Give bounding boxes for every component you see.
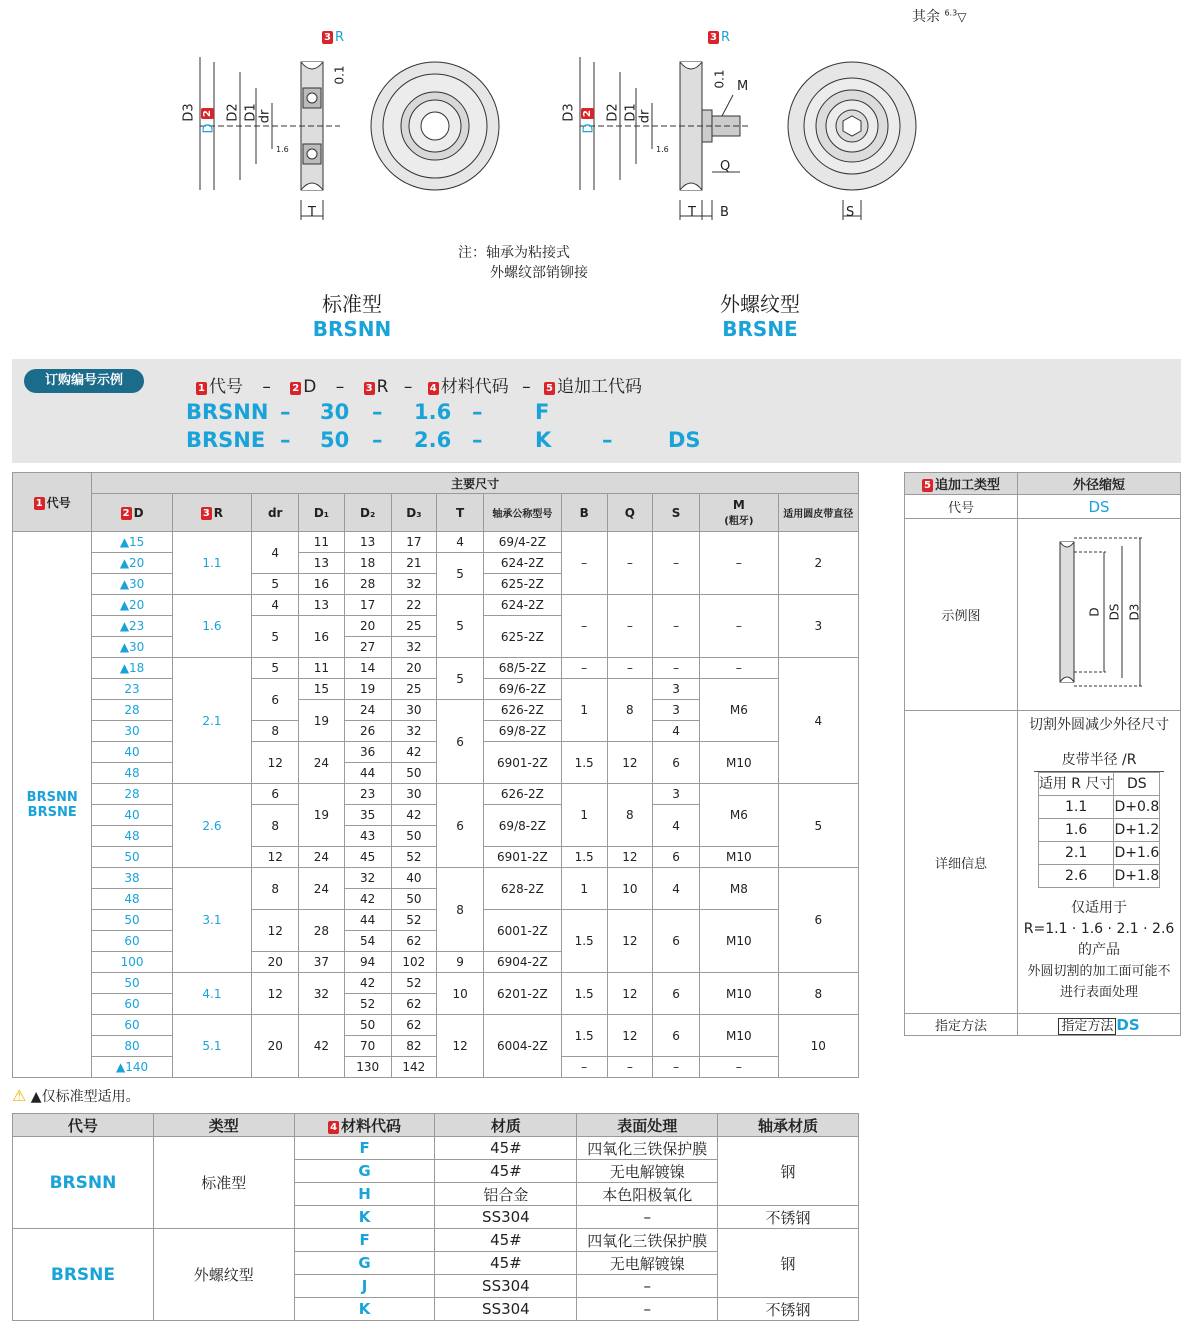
table-row: ▲18 2.1 5 11 14 20 5 68/5-2Z – – – – 4 bbox=[13, 658, 859, 679]
d-header: 2 D bbox=[92, 494, 172, 532]
table-row: 40 8 35 42 69/8-2Z 4 bbox=[13, 805, 859, 826]
table-row: ▲20 1.6 4 13 17 22 5 624-2Z – – – – 3 bbox=[13, 595, 859, 616]
table-row: G 45# 无电解镀镍 bbox=[13, 1252, 859, 1275]
bearing-header: 轴承公称型号 bbox=[484, 494, 561, 532]
table-row: 48 43 50 bbox=[13, 826, 859, 847]
table-row: 38 3.1 8 24 32 40 8 628-2Z 1 10 4 M8 6 bbox=[13, 868, 859, 889]
dim-dr: dr bbox=[637, 109, 653, 124]
warning-note bbox=[12, 1086, 140, 1106]
table-row: ▲23 5 16 20 25 625-2Z bbox=[13, 616, 859, 637]
mat-h-code: 代号 bbox=[13, 1114, 154, 1137]
table-row: 60 54 62 bbox=[13, 931, 859, 952]
code-cell: BRSNN BRSNE bbox=[13, 532, 92, 1078]
main-dim-header: 主要尺寸 bbox=[92, 473, 859, 494]
dim-d: D bbox=[201, 123, 217, 134]
technical-drawings bbox=[0, 0, 1200, 240]
d3-header: D₃ bbox=[391, 494, 436, 532]
table-row: K SS304 – 不锈钢 bbox=[13, 1298, 859, 1321]
ds-h2: 外径缩短 bbox=[1018, 473, 1181, 495]
order-example-row-2: BRSNE – 50 – 2.6 – K – DS bbox=[186, 428, 701, 452]
dim-dr: dr bbox=[257, 109, 273, 124]
table-row: BRSNN BRSNE ▲15 1.1 4 11 13 17 4 69/4-2Z – – – – 2 bbox=[13, 532, 859, 553]
table-row: J SS304 – bbox=[13, 1275, 859, 1298]
ds-detail-content: 切割外圆减少外径尺寸 皮带半径 /R 适用 R 尺寸 DS 1.1 D+0.8 1.6 D+1.2 2.1 D+1.6 2.6 D+1.8 仅适用于 R=1.1 · 1.6 · 2.1 · 2.6 的产品 外圆切割的加工面可能不 进行表面处理 bbox=[1018, 711, 1181, 1014]
dim-d3: D3 bbox=[561, 103, 577, 122]
std-name: 标准型 bbox=[322, 292, 382, 316]
ds-example-label: 示例图 bbox=[905, 519, 1018, 711]
table-row: 60 52 62 bbox=[13, 994, 859, 1015]
dim-d3: D3 bbox=[181, 103, 197, 122]
surface-finish-note: 其余 $^{6.3}$▽ bbox=[912, 8, 967, 25]
std-code: BRSNN bbox=[312, 317, 392, 341]
mat-h-surface: 表面处理 bbox=[577, 1114, 718, 1137]
order-header-row: 1 代号 – 2 D – 3 R – 4 材料代码 – 5 追加工代码 bbox=[198, 377, 642, 397]
table-row: 48 42 50 bbox=[13, 889, 859, 910]
ext-code: BRSNE bbox=[722, 317, 798, 341]
table-row: 50 12 24 45 52 6901-2Z 1.5 12 6 M10 bbox=[13, 847, 859, 868]
dim-s: S bbox=[846, 205, 855, 220]
table-row: 28 2.6 6 19 23 30 6 626-2Z 1 8 3 M6 5 bbox=[13, 784, 859, 805]
table-row: 80 70 82 bbox=[13, 1036, 859, 1057]
warning-icon: ⚠ bbox=[12, 1086, 27, 1105]
r-header: 3 R bbox=[172, 494, 251, 532]
table-row: H 铝合金 本色阳极氧化 bbox=[13, 1183, 859, 1206]
t-header: T bbox=[436, 494, 483, 532]
dim-d1: D1 bbox=[623, 103, 639, 122]
ext-front-view bbox=[788, 62, 916, 220]
dim-roughness: 1.6 bbox=[656, 145, 669, 154]
dim-t: T bbox=[308, 205, 316, 220]
dr-header: dr bbox=[252, 494, 299, 532]
d2-header: D₂ bbox=[344, 494, 391, 532]
table-row: 48 44 50 bbox=[13, 763, 859, 784]
material-table bbox=[12, 1113, 859, 1321]
ds-inner-table: 适用 R 尺寸 DS 1.1 D+0.8 1.6 D+1.2 2.1 D+1.6 2.6 D+1.8 bbox=[1038, 772, 1160, 888]
order-badge: 订购编号示例 bbox=[24, 369, 144, 393]
order-example-row-1: BRSNN – 30 – 1.6 – F bbox=[186, 400, 550, 424]
ds-detail-label: 详细信息 bbox=[905, 711, 1018, 1014]
dim-d2: D2 bbox=[605, 103, 621, 122]
table-row: K SS304 – 不锈钢 bbox=[13, 1206, 859, 1229]
dim-t: T bbox=[688, 205, 696, 220]
warning-text: ▲仅标准型适用。 bbox=[30, 1089, 140, 1105]
mat-h-bearing: 轴承材质 bbox=[718, 1114, 859, 1137]
table-row: BRSNN 标准型 F 45# 四氧化三铁保护膜 钢 bbox=[13, 1137, 859, 1160]
num-badge-d: 2 bbox=[201, 110, 213, 117]
surface-label: 其余 bbox=[912, 9, 940, 25]
table-row: ▲30 5 16 28 32 625-2Z bbox=[13, 574, 859, 595]
dim-d2: D2 bbox=[225, 103, 241, 122]
std-r-label: 3 R bbox=[324, 30, 345, 45]
table-row: BRSNE 外螺纹型 F 45# 四氧化三铁保护膜 钢 bbox=[13, 1229, 859, 1252]
note-line-2: 外螺纹部销铆接 bbox=[490, 265, 588, 281]
ds-spec-label: 指定方法 bbox=[905, 1014, 1018, 1036]
ds-code-label: 代号 bbox=[905, 495, 1018, 519]
mat-h-material: 材质 bbox=[435, 1114, 577, 1137]
belt-header: 适用圆皮带直径 bbox=[778, 494, 858, 532]
d1-header: D₁ bbox=[299, 494, 344, 532]
table-row: 50 4.1 12 32 42 52 10 6201-2Z 1.5 12 6 M10 8 bbox=[13, 973, 859, 994]
ds-example-figure: D DS D3 bbox=[1018, 519, 1181, 711]
table-row: ▲20 13 18 21 5 624-2Z bbox=[13, 553, 859, 574]
spec-table bbox=[12, 472, 859, 1078]
table-row: G 45# 无电解镀镍 bbox=[13, 1160, 859, 1183]
s-header: S bbox=[652, 494, 699, 532]
table-row: 60 5.1 20 42 50 62 12 6004-2Z 1.5 12 6 M10 10 bbox=[13, 1015, 859, 1036]
ext-title bbox=[700, 288, 820, 341]
table-row: 40 12 24 36 42 6901-2Z 1.5 12 6 M10 bbox=[13, 742, 859, 763]
q-header: Q bbox=[607, 494, 652, 532]
dim-roughness: 1.6 bbox=[276, 145, 289, 154]
mat-h-type: 类型 bbox=[153, 1114, 294, 1137]
table-row: 30 8 26 32 69/8-2Z 4 bbox=[13, 721, 859, 742]
std-clearance: 0.1 bbox=[332, 65, 347, 85]
ext-r-label: 3 R bbox=[710, 30, 731, 45]
surface-value: 6.3 bbox=[944, 8, 958, 18]
ext-name: 外螺纹型 bbox=[720, 292, 800, 316]
table-row: ▲30 27 32 bbox=[13, 637, 859, 658]
std-front-view bbox=[371, 62, 499, 190]
ds-h1: 5 追加工类型 bbox=[905, 473, 1018, 495]
ds-table bbox=[904, 472, 1181, 1036]
mat-h-matcode: 4 材料代码 bbox=[294, 1114, 435, 1137]
ds-code-value: DS bbox=[1018, 495, 1181, 519]
code-header: 1 代号 bbox=[13, 473, 92, 532]
dim-d: D bbox=[581, 123, 597, 134]
m-header: M (粗牙) bbox=[700, 494, 778, 532]
b-header: B bbox=[561, 494, 607, 532]
dim-b: B bbox=[720, 205, 729, 220]
ds-spec-value: 指定方法 DS bbox=[1018, 1014, 1181, 1036]
std-side-view bbox=[200, 57, 340, 220]
table-row: 100 20 37 94 102 9 6904-2Z bbox=[13, 952, 859, 973]
table-row: ▲140 130 142 – – – – bbox=[13, 1057, 859, 1078]
table-row: 28 19 24 30 6 626-2Z 3 bbox=[13, 700, 859, 721]
drawing-note bbox=[458, 243, 588, 283]
num-badge-d: 2 bbox=[581, 110, 593, 117]
note-line-1: 注：轴承为粘接式 bbox=[458, 245, 570, 261]
table-row: 23 6 15 19 25 69/6-2Z 1 8 3 M6 bbox=[13, 679, 859, 700]
std-title bbox=[302, 288, 402, 341]
dim-q: Q bbox=[720, 159, 731, 174]
ext-clearance: 0.1 bbox=[712, 69, 727, 89]
table-row: 50 12 28 44 52 6001-2Z 1.5 12 6 M10 bbox=[13, 910, 859, 931]
dim-d1: D1 bbox=[243, 103, 259, 122]
dim-m: M bbox=[737, 79, 749, 94]
